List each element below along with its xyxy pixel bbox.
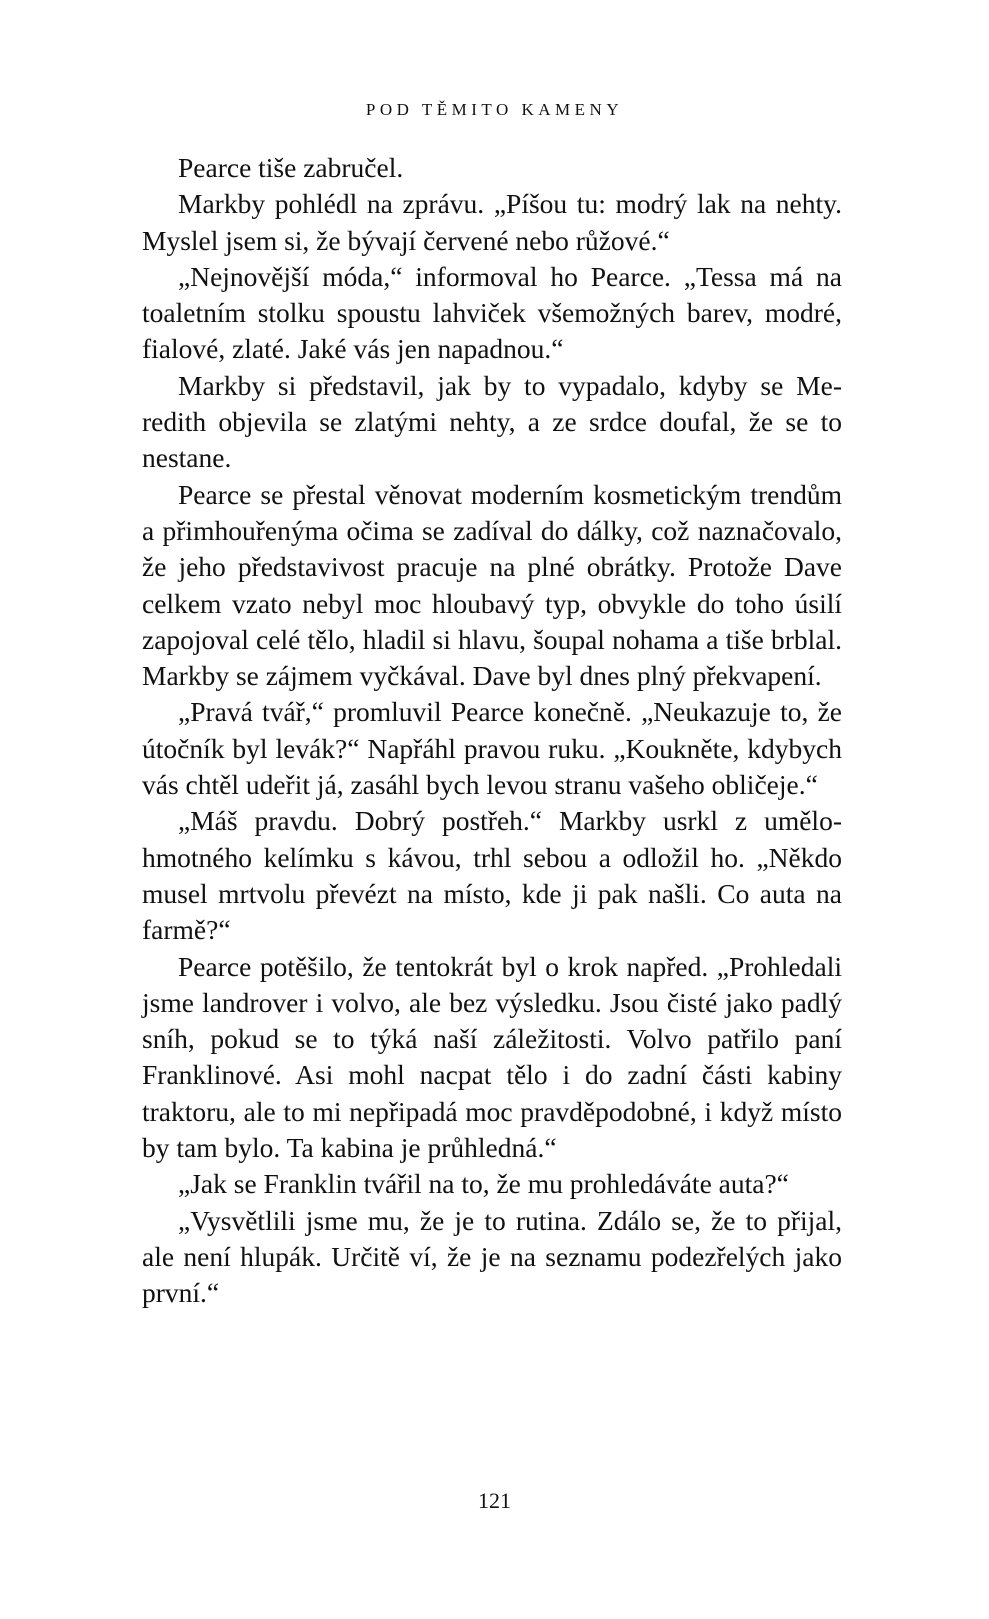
paragraph: Markby pohlédl na zprávu. „Píšou tu: modrý lak na nehty. Myslel jsem si, že bývají červené nebo růžové.“: [142, 188, 842, 256]
paragraph: „Pravá tvář,“ promluvil Pearce konečně. „Neukazuje to, že útočník byl levák?“ Napřáhl pravou ruku. „Koukněte, kdybych vás chtěl udeřit já, zasáhl bych levou stranu vašeho obličeje.“: [142, 696, 842, 801]
paragraph: „Jak se Franklin tvářil na to, že mu prohledáváte auta?“: [178, 1168, 789, 1200]
paragraph: „Máš pravdu. Dobrý postřeh.“ Markby usrkl z umělohmotného kelímku s kávou, trhl sebou a odložil ho. „Někdo musel mrtvolu převézt na místo, kde ji pak našli. Co auta na farmě?“: [142, 805, 842, 946]
paragraph: Pearce se přestal věnovat moderním kosmetickým trendům a přimhouřenýma očima se zadíval do dálky, což naznačovalo, že jeho představivost pracuje na plné obrátky. Protože Dave celkem vzato nebyl moc hloubavý typ, obvykle do toho úsilí zapojoval celé tělo, hladil si hlavu, šoupal nohama a tiše brblal. Markby se zájmem vyčkával. Dave byl dnes plný překvapení.: [142, 478, 842, 692]
paragraph: Pearce potěšilo, že tentokrát byl o krok napřed. „Prohledali jsme landrover i volvo, ale bez výsledku. Jsou čisté jako padlý sníh, pokud se to týká naší záležitosti. Volvo patřilo paní Franklinové. Asi mohl nacpat tělo i do zadní části kabiny traktoru, ale to mi nepřipadá moc pravděpodobné, i když místo by tam bylo. Ta kabina je průhledná.“: [142, 950, 842, 1164]
page-number: 121: [478, 1488, 511, 1513]
running-head: POD TĚMITO KAMENY: [365, 100, 624, 119]
body-text: [142, 150, 842, 1312]
paragraph: Markby si představil, jak by to vypadalo, kdyby se Meredith objevila se zlatými nehty, a ze srdce doufal, že se to nestane.: [142, 369, 842, 474]
paragraph: „Vysvětlili jsme mu, že je to rutina. Zdálo se, že to přijal, ale není hlupák. Určitě ví, že je na seznamu podezřelých jako první.“: [142, 1204, 842, 1309]
paragraph: „Nejnovější móda,“ informoval ho Pearce. „Tessa má na toaletním stolku spoustu lahviček všemožných barev, modré, fialové, zlaté. Jaké vás jen napadnou.“: [142, 260, 842, 365]
paragraph: Pearce tiše zabručel.: [178, 152, 404, 183]
